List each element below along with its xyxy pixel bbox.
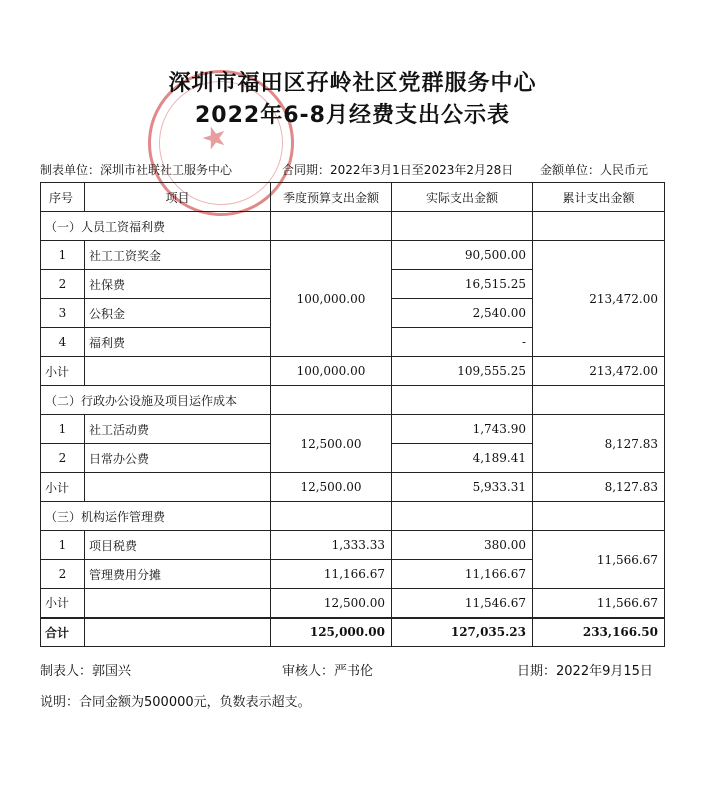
- page-title: 深圳市福田区孖岭社区党群服务中心: [168, 71, 537, 96]
- preparing-unit: 制表单位：深圳市社联社工服务中心: [40, 163, 233, 177]
- row-actual: 11,166.67: [392, 560, 533, 589]
- subtotal-budget: 12,500.00: [271, 473, 392, 502]
- total-actual: 127,035.23: [392, 618, 533, 647]
- table-row: [41, 415, 665, 444]
- section-title: （二）行政办公设施及项目运作成本: [41, 386, 271, 415]
- contract-period: 合同期：2022年3月1日至2023年2月28日: [282, 163, 514, 177]
- row-budget: 1,333.33: [271, 531, 392, 560]
- row-no: 2: [41, 560, 85, 589]
- section-cumulative: 8,127.83: [533, 415, 665, 473]
- row-actual: 380.00: [392, 531, 533, 560]
- section-cumulative: 11,566.67: [533, 531, 665, 589]
- header-item: 项目: [85, 183, 271, 212]
- row-actual: 1,743.90: [392, 415, 533, 444]
- subtotal-cumulative: 11,566.67: [533, 589, 665, 618]
- row-no: 1: [41, 531, 85, 560]
- row-item: 社工工资奖金: [85, 241, 271, 270]
- row-item: 管理费用分摊: [85, 560, 271, 589]
- section-title-row: [41, 502, 665, 531]
- row-item: 公积金: [85, 299, 271, 328]
- header-budget: 季度预算支出金额: [271, 183, 392, 212]
- row-no: 3: [41, 299, 85, 328]
- subtotal-actual: 5,933.31: [392, 473, 533, 502]
- total-row: [41, 618, 665, 647]
- table-header-row: [41, 183, 665, 212]
- header-seq: 序号: [41, 183, 85, 212]
- subtotal-row: [41, 357, 665, 386]
- subtotal-actual: 109,555.25: [392, 357, 533, 386]
- section-cumulative: 213,472.00: [533, 241, 665, 357]
- subtotal-budget: 100,000.00: [271, 357, 392, 386]
- subtotal-label: 小计: [41, 473, 85, 502]
- total-cumulative: 233,166.50: [533, 618, 665, 647]
- header-cumulative: 累计支出金额: [533, 183, 665, 212]
- row-no: 2: [41, 270, 85, 299]
- table-row: [41, 241, 665, 270]
- subtotal-cumulative: 8,127.83: [533, 473, 665, 502]
- section-budget: 12,500.00: [271, 415, 392, 473]
- currency-unit: 金额单位：人民币元: [540, 163, 649, 177]
- subtotal-cumulative: 213,472.00: [533, 357, 665, 386]
- row-item: 福利费: [85, 328, 271, 357]
- row-item: 社工活动费: [85, 415, 271, 444]
- row-no: 1: [41, 241, 85, 270]
- footnote: 说明：合同金额为500000元，负数表示超支。: [40, 695, 311, 710]
- table-row: [41, 531, 665, 560]
- row-actual: 90,500.00: [392, 241, 533, 270]
- row-no: 2: [41, 444, 85, 473]
- row-item: 日常办公费: [85, 444, 271, 473]
- row-actual: 16,515.25: [392, 270, 533, 299]
- subtotal-label: 小计: [41, 589, 85, 618]
- row-no: 4: [41, 328, 85, 357]
- header-actual: 实际支出金额: [392, 183, 533, 212]
- row-actual: -: [392, 328, 533, 357]
- row-item: 项目税费: [85, 531, 271, 560]
- subtotal-label: 小计: [41, 357, 85, 386]
- total-budget: 125,000.00: [271, 618, 392, 647]
- section-title: （三）机构运作管理费: [41, 502, 271, 531]
- subtotal-row: [41, 589, 665, 618]
- row-no: 1: [41, 415, 85, 444]
- prepared-by: 制表人：郭国兴: [40, 664, 132, 679]
- row-item: 社保费: [85, 270, 271, 299]
- total-label: 合计: [41, 618, 85, 647]
- subtotal-budget: 12,500.00: [271, 589, 392, 618]
- reviewed-by: 审核人：严书伦: [282, 664, 374, 679]
- section-title: （一）人员工资福利费: [41, 212, 271, 241]
- row-actual: 2,540.00: [392, 299, 533, 328]
- row-budget: 11,166.67: [271, 560, 392, 589]
- subtotal-row: [41, 473, 665, 502]
- subtotal-actual: 11,546.67: [392, 589, 533, 618]
- expense-table: [40, 182, 665, 647]
- section-title-row: [41, 386, 665, 415]
- page-subtitle: 2022年6-8月经费支出公示表: [195, 103, 510, 128]
- section-budget: 100,000.00: [271, 241, 392, 357]
- row-actual: 4,189.41: [392, 444, 533, 473]
- section-title-row: [41, 212, 665, 241]
- seal-star-icon: ★: [196, 117, 233, 160]
- report-date: 日期：2022年9月15日: [517, 664, 653, 679]
